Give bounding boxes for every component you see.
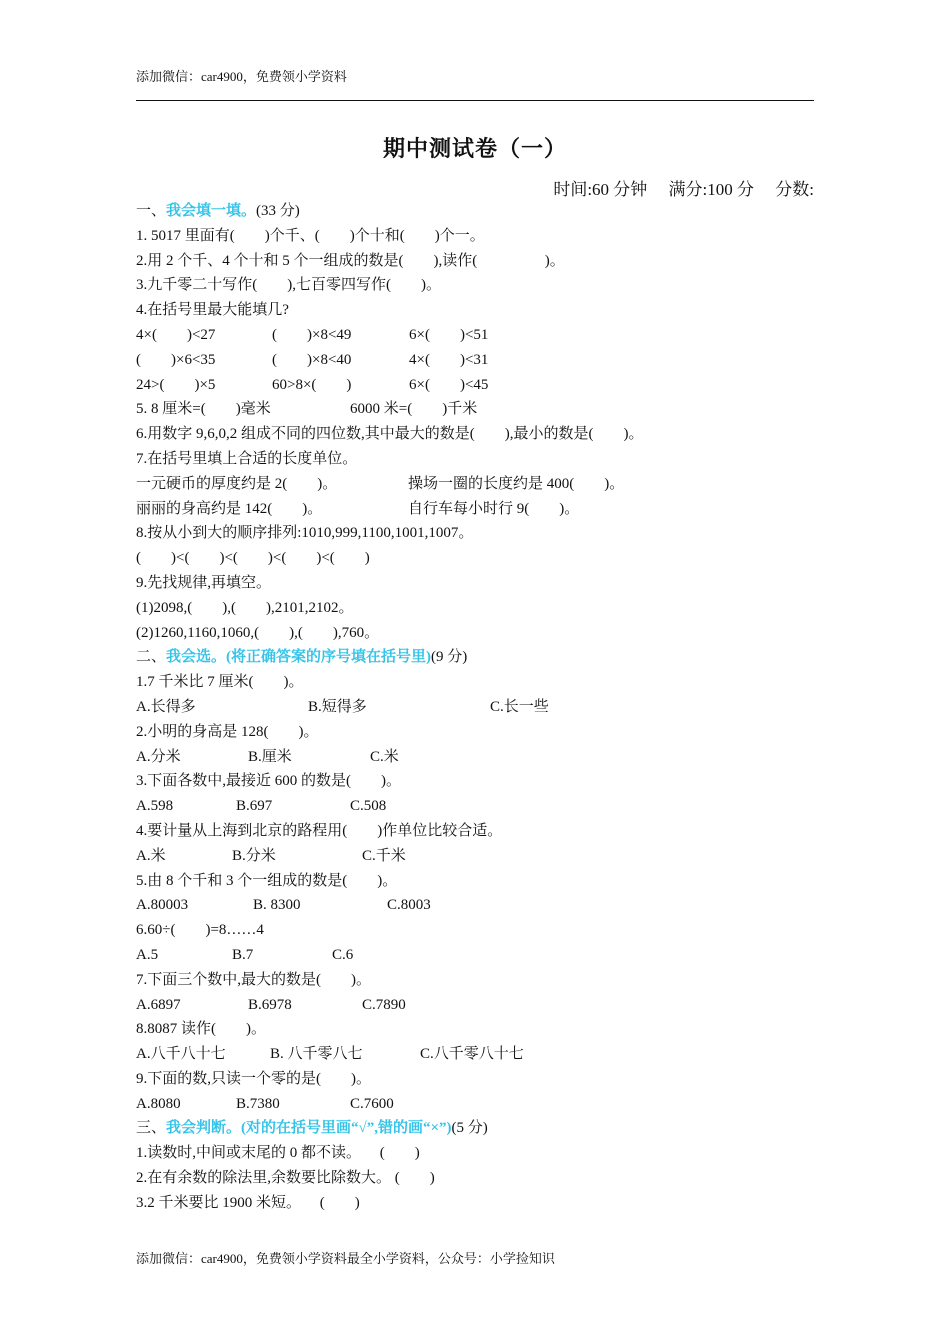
question-line: (2)1260,1160,1060,( ),( ),760。 [136, 624, 380, 641]
question-line: 7.在括号里填上合适的长度单位。 [136, 450, 358, 467]
option: A.6897 [136, 996, 181, 1013]
question-line: 3.2 千米要比 1900 米短。 ( ) [136, 1194, 360, 1211]
option: A.米 [136, 847, 166, 864]
question-row [136, 348, 826, 373]
option: C.米 [370, 748, 399, 765]
row-item: 6000 米=( )千米 [350, 401, 478, 418]
section-points: (9 分) [431, 649, 468, 666]
section-points: (5 分) [451, 1120, 488, 1137]
options-row [136, 745, 826, 770]
row-item: 4×( )<27 [136, 326, 216, 343]
option: B.697 [236, 798, 273, 815]
question-line: 4.在括号里最大能填几? [136, 302, 289, 319]
option: A.长得多 [136, 698, 196, 715]
options-row [136, 1042, 826, 1067]
question-line: (1)2098,( ),( ),2101,2102。 [136, 599, 354, 616]
option: B. 8300 [253, 897, 301, 914]
row-item: ( )×8<40 [272, 351, 352, 368]
question-line: 6.60÷( )=8……4 [136, 922, 264, 939]
question-row [136, 373, 826, 398]
row-item: 6×( )<51 [409, 326, 489, 343]
options-row [136, 943, 826, 968]
option: A.8080 [136, 1095, 181, 1112]
section-label: 我会选。(将正确答案的序号填在括号里) [166, 649, 432, 666]
option: B.7380 [236, 1095, 280, 1112]
option: A.分米 [136, 748, 181, 765]
option: B.7 [232, 946, 254, 963]
options-row [136, 1092, 826, 1117]
section-heading [136, 1116, 826, 1141]
option: C.千米 [362, 847, 406, 864]
option: B.分米 [232, 847, 276, 864]
option: C.6 [332, 946, 354, 963]
options-row [136, 893, 826, 918]
options-row [136, 695, 826, 720]
page-header-text: 添加微信：car4900，免费领小学资料 [136, 69, 347, 84]
question-line: 6.用数字 9,6,0,2 组成不同的四位数,其中最大的数是( ),最小的数是( )。 [136, 426, 644, 443]
row-item: 5. 8 厘米=( )毫米 [136, 401, 271, 418]
question-row [136, 497, 826, 522]
row-item: 24>( )×5 [136, 376, 216, 393]
question-row [136, 397, 826, 422]
options-row [136, 794, 826, 819]
question-line: 2.在有余数的除法里,余数要比除数大。 ( ) [136, 1170, 435, 1187]
question-line: 4.要计量从上海到北京的路程用( )作单位比较合适。 [136, 822, 503, 839]
section-points: (33 分) [256, 203, 300, 219]
option: A.八千八十七 [136, 1046, 226, 1063]
question-line: 3.下面各数中,最接近 600 的数是( )。 [136, 773, 401, 790]
option: B. 八千零八七 [270, 1046, 363, 1063]
option: B.短得多 [308, 698, 367, 715]
question-line: 3.九千零二十写作( ),七百零四写作( )。 [136, 277, 441, 294]
question-line: 8.按从小到大的顺序排列:1010,999,1100,1001,1007。 [136, 525, 474, 542]
option: A.5 [136, 946, 159, 963]
question-line: 1.7 千米比 7 厘米( )。 [136, 674, 304, 691]
question-line: 5.由 8 个千和 3 个一组成的数是( )。 [136, 872, 398, 889]
option: C.八千零八十七 [420, 1046, 524, 1063]
exam-meta: 时间:60 分钟 满分:100 分 分数: [553, 180, 814, 199]
question-line: 2.小明的身高是 128( )。 [136, 723, 319, 740]
row-item: 一元硬币的厚度约是 2( )。 [136, 475, 338, 492]
section-number: 一、 [136, 203, 167, 219]
question-line: 9.下面的数,只读一个零的是( )。 [136, 1070, 371, 1087]
row-item: 操场一圈的长度约是 400( )。 [408, 475, 625, 492]
page-title: 期中测试卷（一） [382, 136, 567, 161]
row-item: 6×( )<45 [409, 376, 489, 393]
row-item: 丽丽的身高约是 142( )。 [136, 500, 323, 517]
option: C.508 [350, 798, 387, 815]
option: B.厘米 [248, 748, 292, 765]
section-label: 我会判断。(对的在括号里画“√”,错的画“×”) [166, 1120, 452, 1137]
section-heading [136, 645, 826, 670]
question-line: 2.用 2 个千、4 个十和 5 个一组成的数是( ),读作( )。 [136, 252, 565, 269]
options-row [136, 844, 826, 869]
page-footer-text: 添加微信：car4900，免费领小学资料最全小学资料，公众号：小学捡知识 [136, 1251, 555, 1266]
option: B.6978 [248, 996, 292, 1013]
section-number: 二、 [136, 649, 167, 666]
row-item: ( )×8<49 [272, 326, 352, 343]
option: C.7600 [350, 1095, 394, 1112]
section-heading [136, 199, 826, 224]
row-item: 60>8×( ) [272, 376, 352, 393]
option: A.80003 [136, 897, 189, 914]
option: C.8003 [387, 897, 431, 914]
question-row [136, 472, 826, 497]
header-divider [136, 100, 814, 101]
option: C.长一些 [490, 698, 549, 715]
exam-content [136, 199, 826, 1216]
option: C.7890 [362, 996, 406, 1013]
question-line: 1.读数时,中间或末尾的 0 都不读。 ( ) [136, 1145, 420, 1162]
section-number: 三、 [136, 1120, 167, 1137]
row-item: 自行车每小时行 9( )。 [408, 500, 580, 517]
options-row [136, 993, 826, 1018]
question-row [136, 323, 826, 348]
question-line: 9.先找规律,再填空。 [136, 574, 272, 591]
answer-blank-line: ( )<( )<( )<( )<( ) [136, 550, 370, 567]
question-line: 8.8087 读作( )。 [136, 1021, 266, 1038]
option: A.598 [136, 798, 174, 815]
row-item: 4×( )<31 [409, 351, 489, 368]
row-item: ( )×6<35 [136, 351, 216, 368]
section-label: 我会填一填。 [166, 203, 257, 219]
question-line: 7.下面三个数中,最大的数是( )。 [136, 971, 371, 988]
question-line: 1. 5017 里面有( )个千、( )个十和( )个一。 [136, 227, 485, 244]
